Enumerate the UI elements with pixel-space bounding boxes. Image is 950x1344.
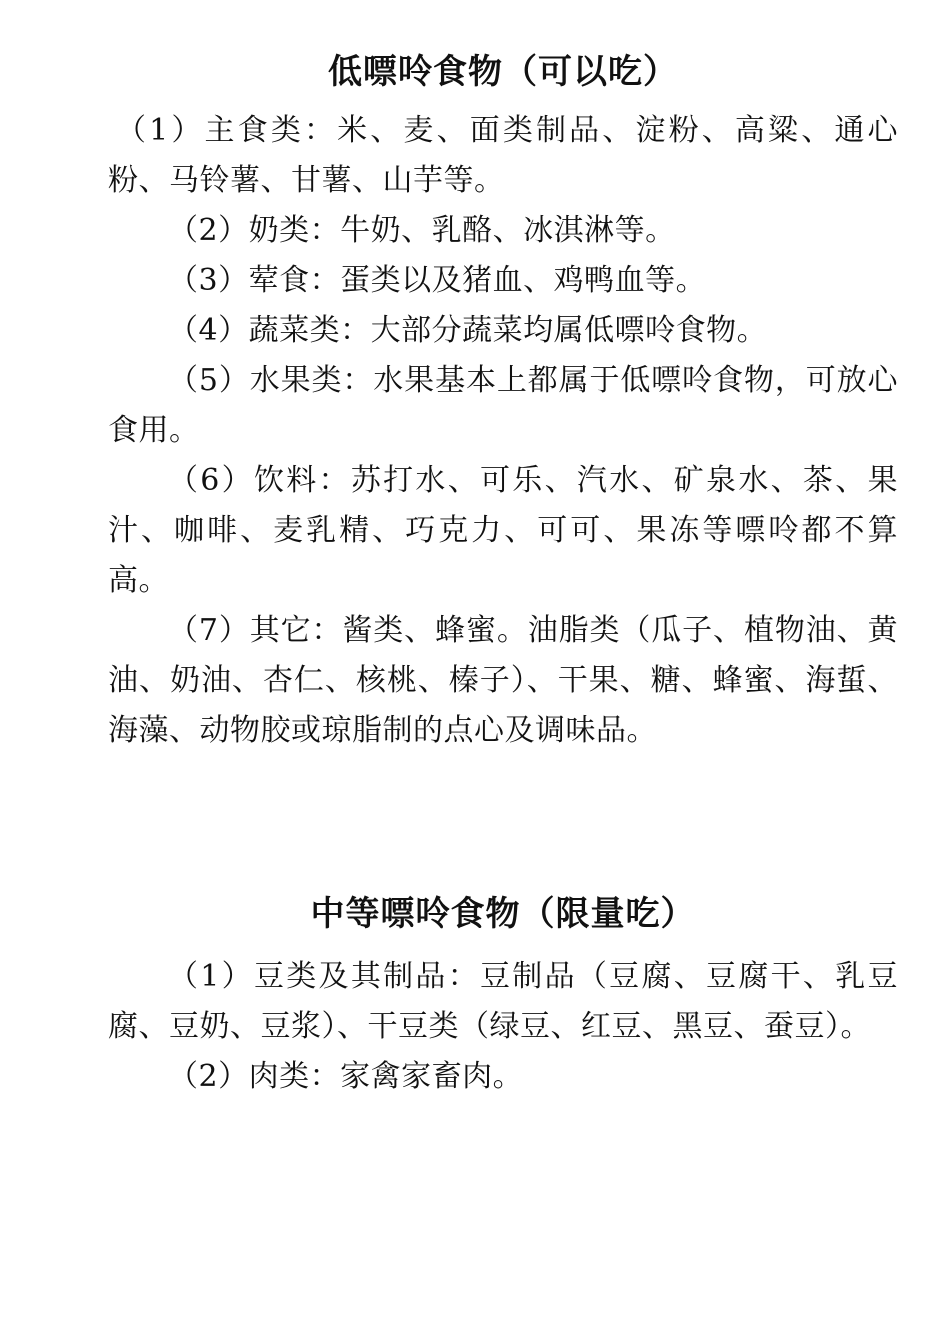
document-page (108, 44, 898, 1102)
medium-purine-title: 中等嘌呤食物（限量吃） (310, 894, 696, 934)
low-purine-item-fruit: （5）水果类：水果基本上都属于低嘌呤食物，可放心食用。 (108, 363, 898, 448)
medium-purine-section (108, 886, 898, 1102)
low-purine-item-vegetables: （4）蔬菜类：大部分蔬菜均属低嘌呤食物。 (168, 313, 768, 348)
medium-purine-item-meat: （2）肉类：家禽家畜肉。 (168, 1059, 524, 1094)
low-purine-title: 低嘌呤食物（可以吃） (328, 52, 678, 92)
medium-purine-item-beans: （1）豆类及其制品：豆制品（豆腐、豆腐干、乳豆腐、豆奶、豆浆）、干豆类（绿豆、红豆、黑豆、蚕豆）。 (108, 959, 898, 1044)
low-purine-item-other: （7）其它：酱类、蜂蜜。油脂类（瓜子、植物油、黄油、奶油、杏仁、核桃、榛子）、干果、糖、蜂蜜、海蜇、海藻、动物胶或琼脂制的点心及调味品。 (108, 613, 898, 748)
low-purine-item-meat: （3）荤食：蛋类以及猪血、鸡鸭血等。 (168, 263, 707, 298)
low-purine-item-drinks: （6）饮料：苏打水、可乐、汽水、矿泉水、茶、果汁、咖啡、麦乳精、巧克力、可可、果冻等嘌呤都不算高。 (108, 463, 898, 598)
low-purine-item-staple: （1）主食类：米、麦、面类制品、淀粉、高粱、通心粉、马铃薯、甘薯、山芋等。 (108, 113, 898, 198)
low-purine-item-dairy: （2）奶类：牛奶、乳酪、冰淇淋等。 (168, 213, 676, 248)
low-purine-section (108, 44, 898, 756)
